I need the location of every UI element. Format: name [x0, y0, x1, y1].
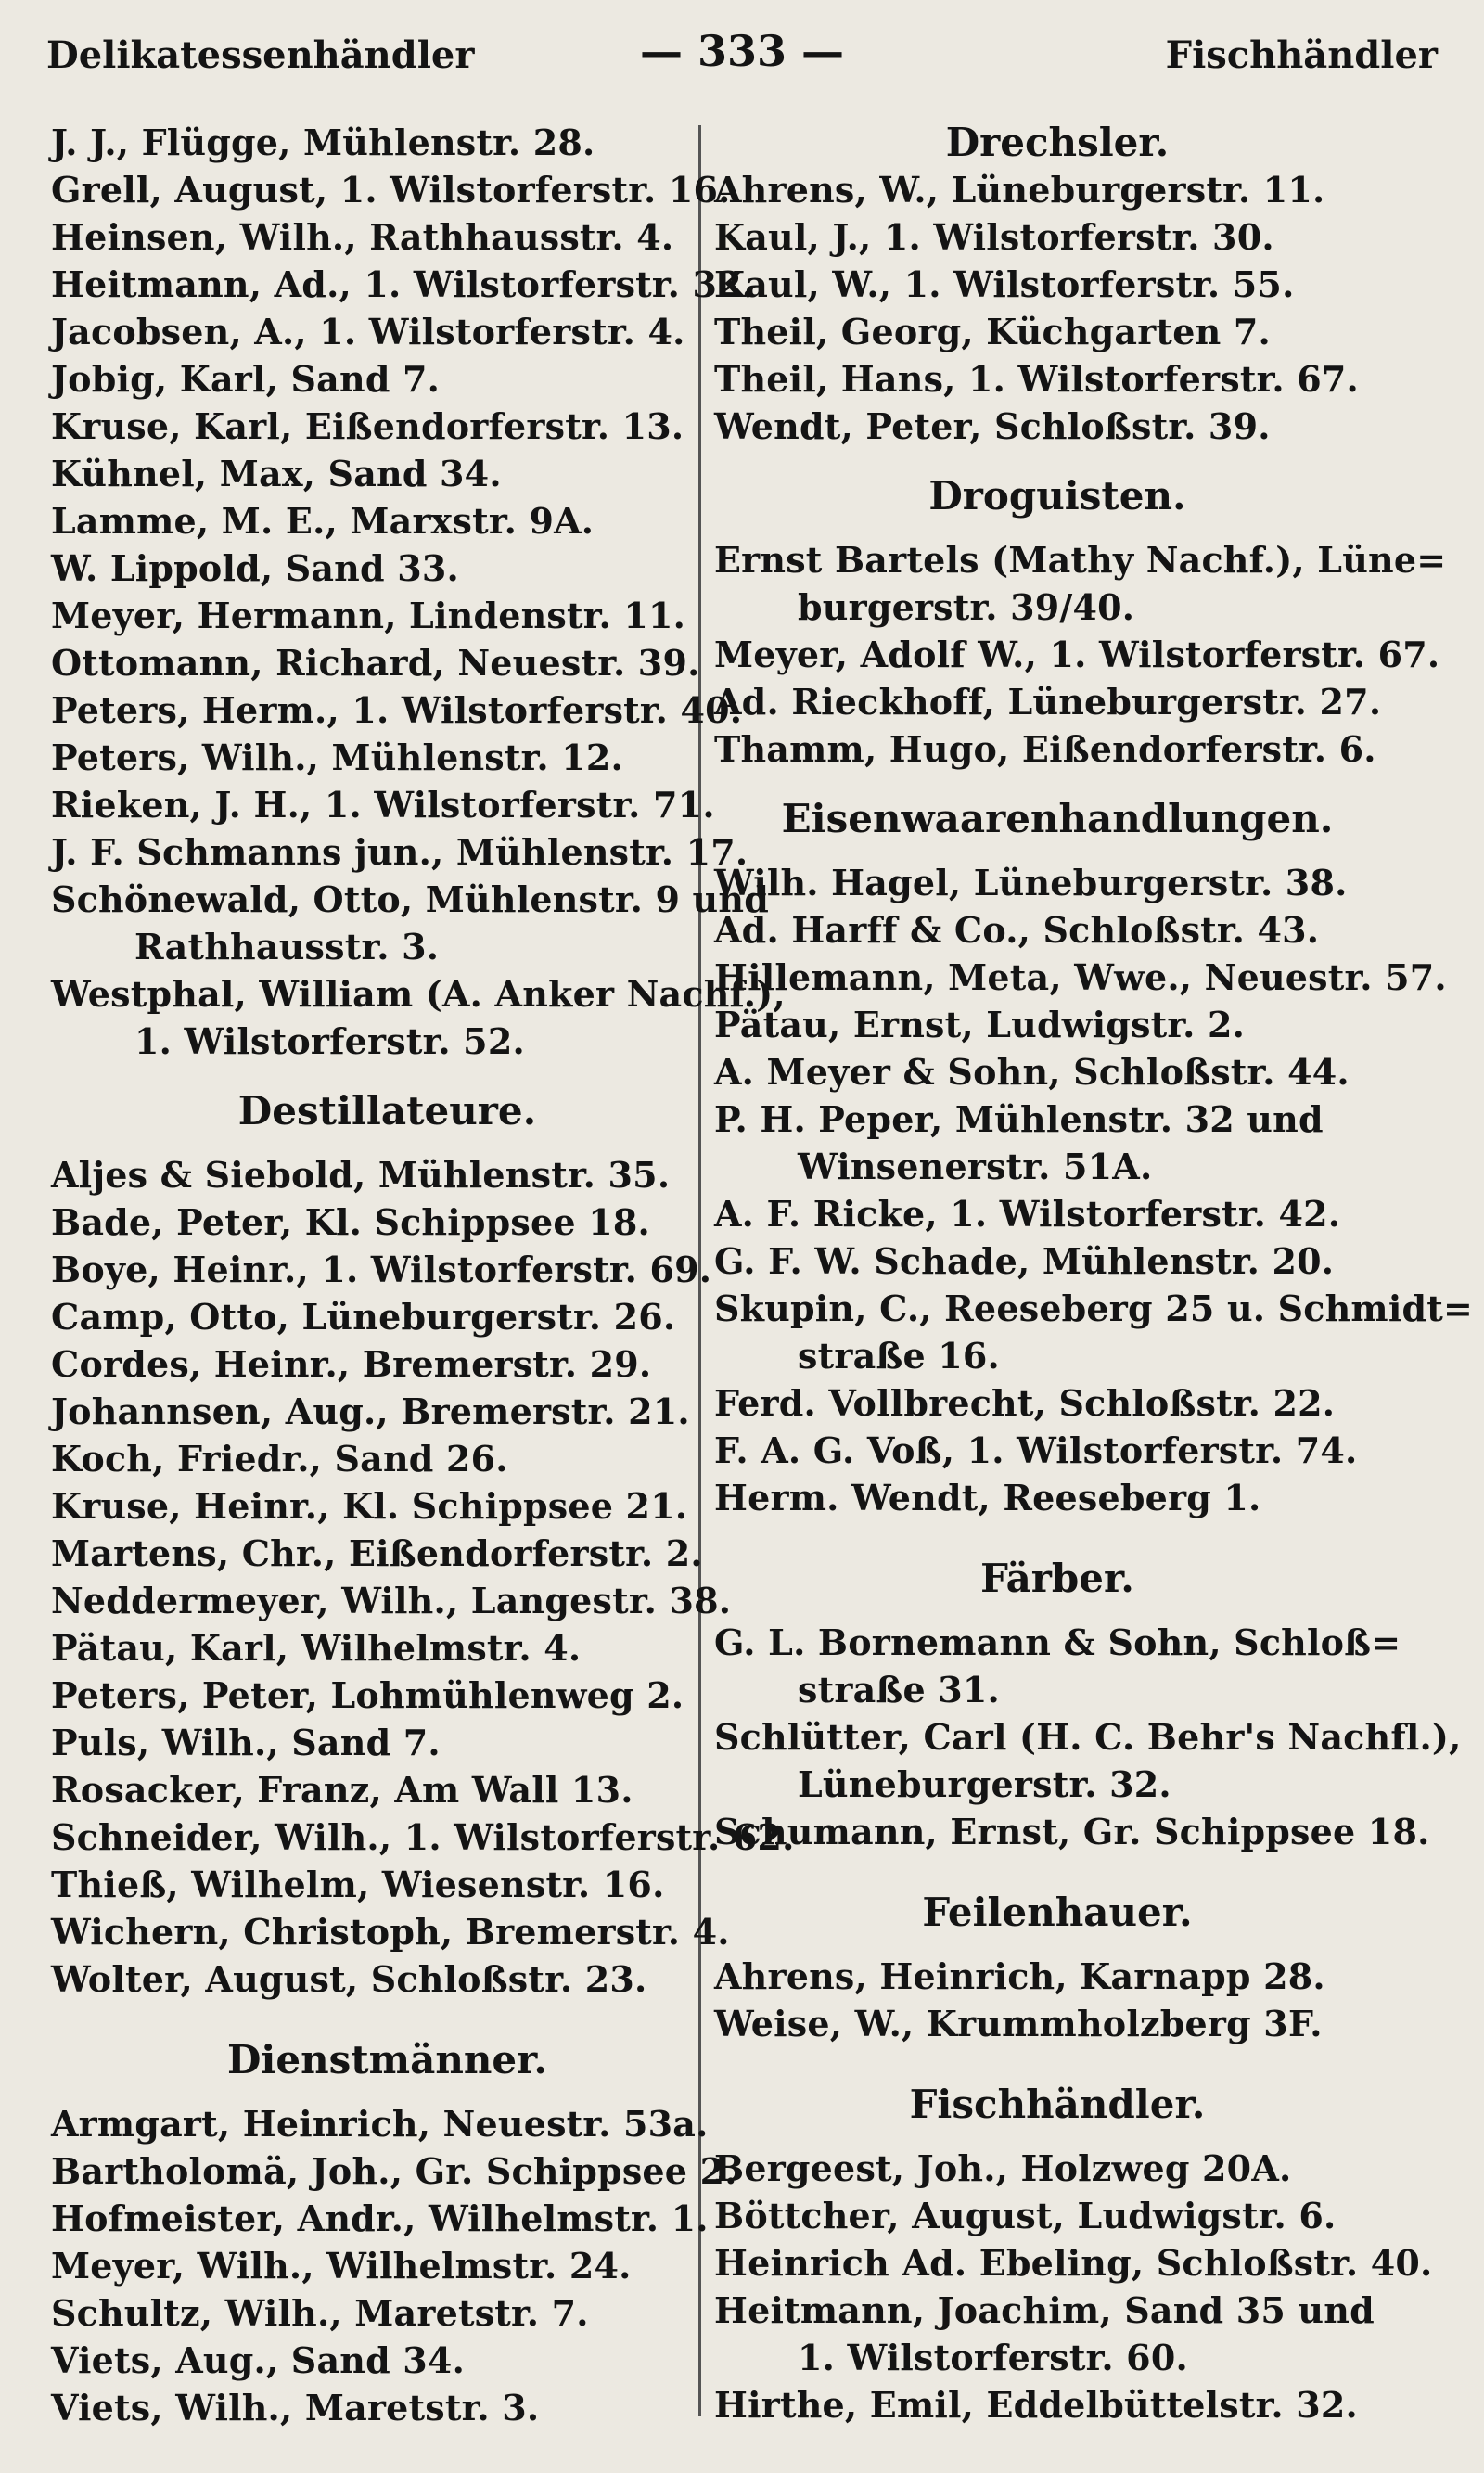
list-item: Ad. Harff & Co., Schloßstr. 43.	[714, 909, 1320, 951]
list-item: Wichern, Christoph, Bremerstr. 4.	[51, 1911, 730, 1953]
list-item: Schönewald, Otto, Mühlenstr. 9 und	[51, 878, 769, 920]
list-item: Schlütter, Carl (H. C. Behr's Nachfl.),	[714, 1716, 1462, 1758]
feilenhauer-list	[714, 1953, 1401, 2047]
list-item: Cordes, Heinr., Bremerstr. 29.	[51, 1343, 652, 1385]
list-item-continuation: Lüneburgerstr. 32.	[798, 1763, 1171, 1805]
list-item: Bade, Peter, Kl. Schippsee 18.	[51, 1201, 650, 1243]
list-item: Hirthe, Emil, Eddelbüttelstr. 32.	[714, 2384, 1358, 2426]
list-item: Armgart, Heinrich, Neuestr. 53a.	[51, 2103, 709, 2145]
section-heading-fischhaendler: Fischhändler.	[909, 2082, 1206, 2127]
list-item: Koch, Friedr., Sand 26.	[51, 1438, 508, 1480]
list-item: Heinrich Ad. Ebeling, Schloßstr. 40.	[714, 2242, 1433, 2284]
list-item: Viets, Wilh., Maretstr. 3.	[51, 2387, 540, 2428]
list-item: Wilh. Hagel, Lüneburgerstr. 38.	[714, 862, 1348, 903]
list-item: J. J., Flügge, Mühlenstr. 28.	[51, 122, 595, 163]
list-item: Grell, August, 1. Wilstorferstr. 16.	[51, 169, 731, 211]
section-heading-droguisten: Droguisten.	[928, 473, 1186, 519]
page-number: — 333 —	[639, 26, 845, 76]
list-item: Böttcher, August, Ludwigstr. 6.	[714, 2195, 1337, 2236]
list-item-continuation: burgerstr. 39/40.	[798, 586, 1135, 628]
list-item: A. Meyer & Sohn, Schloßstr. 44.	[714, 1051, 1350, 1093]
list-item: Ferd. Vollbrecht, Schloßstr. 22.	[714, 1382, 1336, 1424]
header-right-keyword: Fischhändler	[1165, 33, 1438, 77]
list-item: G. F. W. Schade, Mühlenstr. 20.	[714, 1240, 1335, 1282]
dienstmaenner-list	[51, 2100, 737, 2431]
list-item: Theil, Hans, 1. Wilstorferstr. 67.	[714, 358, 1359, 400]
list-item: Aljes & Siebold, Mühlenstr. 35.	[51, 1154, 671, 1196]
list-item: Ahrens, W., Lüneburgerstr. 11.	[714, 169, 1325, 211]
droguisten-list	[714, 536, 1447, 773]
destillateure-list	[51, 1151, 795, 2003]
delikatessen-continued-list	[51, 119, 786, 1065]
list-item: Martens, Chr., Eißendorferstr. 2.	[51, 1532, 703, 1574]
left-column	[51, 119, 795, 2431]
section-heading-drechsler: Drechsler.	[945, 120, 1170, 165]
section-heading-feilenhauer: Feilenhauer.	[922, 1890, 1193, 1935]
list-item: Meyer, Hermann, Lindenstr. 11.	[51, 595, 686, 636]
list-item: Peters, Peter, Lohmühlenweg 2.	[51, 1674, 684, 1716]
list-item: Pätau, Karl, Wilhelmstr. 4.	[51, 1627, 582, 1669]
list-item: Meyer, Adolf W., 1. Wilstorferstr. 67.	[714, 634, 1440, 675]
list-item: Theil, Georg, Küchgarten 7.	[714, 311, 1271, 352]
list-item: Neddermeyer, Wilh., Langestr. 38.	[51, 1580, 732, 1621]
list-item: P. H. Peper, Mühlenstr. 32 und	[714, 1098, 1324, 1140]
drechsler-list	[714, 166, 1401, 450]
header-left-keyword: Delikatessenhändler	[46, 33, 475, 77]
list-item: Kruse, Karl, Eißendorferstr. 13.	[51, 405, 684, 447]
list-item: Weise, W., Krummholzberg 3F.	[714, 2003, 1323, 2044]
list-item: Kaul, W., 1. Wilstorferstr. 55.	[714, 263, 1295, 305]
list-item: Thieß, Wilhelm, Wiesenstr. 16.	[51, 1864, 665, 1905]
list-item-continuation: Winsenerstr. 51A.	[798, 1146, 1153, 1187]
list-item-continuation: 1. Wilstorferstr. 60.	[798, 2337, 1188, 2378]
list-item: Ahrens, Heinrich, Karnapp 28.	[714, 1955, 1325, 1997]
list-item: Schneider, Wilh., 1. Wilstorferstr. 62.	[51, 1816, 795, 1858]
list-item-continuation: 1. Wilstorferstr. 52.	[134, 1020, 525, 1062]
list-item: Wendt, Peter, Schloßstr. 39.	[714, 405, 1271, 447]
section-heading-faerber: Färber.	[980, 1556, 1134, 1601]
page-header	[46, 26, 1438, 82]
list-item: J. F. Schmanns jun., Mühlenstr. 17.	[51, 831, 748, 873]
list-item: Wolter, August, Schloßstr. 23.	[51, 1958, 647, 2000]
list-item: W. Lippold, Sand 33.	[51, 547, 459, 589]
list-item: Camp, Otto, Lüneburgerstr. 26.	[51, 1296, 676, 1338]
list-item: Schultz, Wilh., Maretstr. 7.	[51, 2292, 589, 2334]
list-item: Schumann, Ernst, Gr. Schippsee 18.	[714, 1811, 1430, 1852]
eisenwaaren-list	[714, 859, 1474, 1521]
list-item: Ad. Rieckhoff, Lüneburgerstr. 27.	[714, 681, 1382, 723]
faerber-list	[714, 1619, 1462, 1855]
section-heading-eisenwaaren: Eisenwaarenhandlungen.	[781, 796, 1334, 841]
list-item: Herm. Wendt, Reeseberg 1.	[714, 1477, 1261, 1518]
list-item: Puls, Wilh., Sand 7.	[51, 1722, 441, 1763]
list-item: Hofmeister, Andr., Wilhelmstr. 1.	[51, 2198, 709, 2239]
list-item: Ottomann, Richard, Neuestr. 39.	[51, 642, 700, 684]
list-item: Lamme, M. E., Marxstr. 9A.	[51, 500, 595, 542]
list-item: Bergeest, Joh., Holzweg 20A.	[714, 2147, 1292, 2189]
list-item: Hillemann, Meta, Wwe., Neuestr. 57.	[714, 956, 1447, 998]
list-item: A. F. Ricke, 1. Wilstorferstr. 42.	[714, 1193, 1341, 1235]
list-item-continuation: straße 16.	[798, 1335, 1000, 1377]
list-item: Heitmann, Ad., 1. Wilstorferstr. 32.	[51, 263, 755, 305]
list-item: Peters, Wilh., Mühlenstr. 12.	[51, 737, 623, 778]
list-item-continuation: straße 31.	[798, 1669, 1000, 1711]
fischhaendler-list	[714, 2145, 1433, 2428]
list-item: Jacobsen, A., 1. Wilstorferstr. 4.	[51, 311, 685, 352]
list-item: Boye, Heinr., 1. Wilstorferstr. 69.	[51, 1249, 712, 1290]
list-item: Johannsen, Aug., Bremerstr. 21.	[51, 1390, 690, 1432]
list-item: Viets, Aug., Sand 34.	[51, 2339, 466, 2381]
list-item: Kaul, J., 1. Wilstorferstr. 30.	[714, 216, 1274, 258]
list-item: Rieken, J. H., 1. Wilstorferstr. 71.	[51, 784, 715, 826]
list-item: Skupin, C., Reeseberg 25 u. Schmidt=	[714, 1288, 1474, 1329]
list-item: Kruse, Heinr., Kl. Schippsee 21.	[51, 1485, 688, 1527]
list-item: Heinsen, Wilh., Rathhausstr. 4.	[51, 216, 674, 258]
list-item-continuation: Rathhausstr. 3.	[134, 926, 440, 967]
list-item: Kühnel, Max, Sand 34.	[51, 453, 502, 494]
list-item: Westphal, William (A. Anker Nachf.),	[51, 973, 786, 1015]
list-item: Meyer, Wilh., Wilhelmstr. 24.	[51, 2245, 632, 2287]
list-item: Jobig, Karl, Sand 7.	[51, 358, 441, 400]
list-item: Pätau, Ernst, Ludwigstr. 2.	[714, 1004, 1246, 1045]
list-item: Rosacker, Franz, Am Wall 13.	[51, 1769, 633, 1811]
list-item: Bartholomä, Joh., Gr. Schippsee 2.	[51, 2150, 737, 2192]
list-item: Heitmann, Joachim, Sand 35 und	[714, 2289, 1375, 2331]
list-item: Thamm, Hugo, Eißendorferstr. 6.	[714, 728, 1376, 770]
list-item: G. L. Bornemann & Sohn, Schloß=	[714, 1621, 1401, 1663]
list-item: Peters, Herm., 1. Wilstorferstr. 40.	[51, 689, 743, 731]
list-item: F. A. G. Voß, 1. Wilstorferstr. 74.	[714, 1429, 1358, 1471]
section-heading-dienstmaenner: Dienstmänner.	[226, 2037, 548, 2082]
right-column	[714, 119, 1474, 2428]
section-heading-destillateure: Destillateure.	[237, 1088, 537, 1134]
list-item: Ernst Bartels (Mathy Nachf.), Lüne=	[714, 539, 1447, 581]
